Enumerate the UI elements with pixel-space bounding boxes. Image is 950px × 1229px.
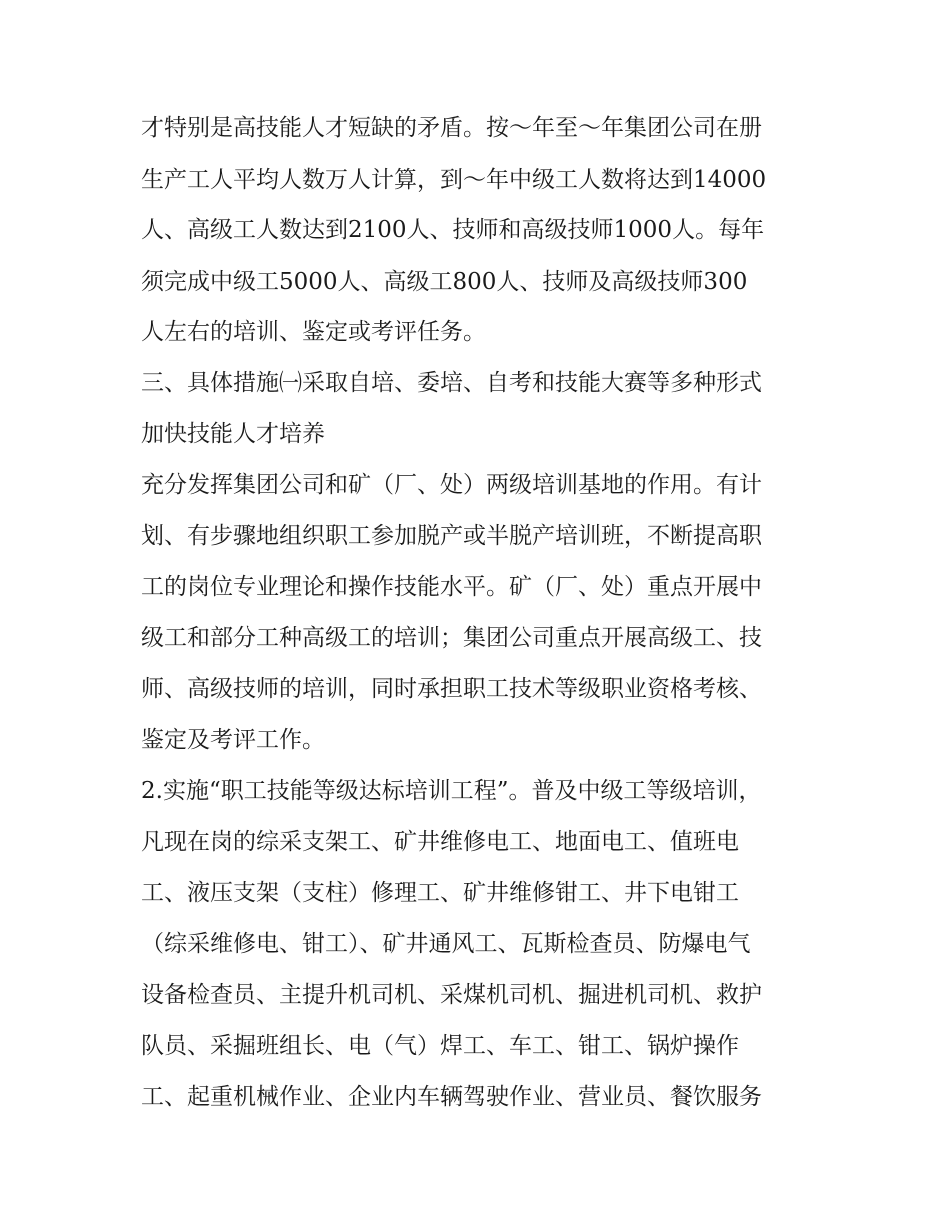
text-line-20: 工、起重机械作业、企业内车辆驾驶作业、营业员、餐饮服务 (141, 1084, 762, 1110)
section-heading-line-1: 三、具体措施㈠采取自培、委培、自考和技能大赛等多种形式 (141, 370, 762, 396)
text-line-13: 鉴定及考评工作。 (141, 727, 325, 753)
text-line-10: 工的岗位专业理论和操作技能水平。矿（厂、处）重点开展中 (141, 574, 762, 600)
section-heading-line-2: 加快技能人才培养 (141, 421, 325, 447)
text-line-2: 生产工人平均人数万人计算，到～年中级工人数将达到14000 (141, 167, 767, 193)
text-line-11: 级工和部分工种高级工的培训；集团公司重点开展高级工、技 (141, 625, 762, 651)
text-line-19: 队员、采掘班组长、电（气）焊工、车工、钳工、锅炉操作 (141, 1033, 739, 1059)
text-line-5: 人左右的培训、鉴定或考评任务。 (141, 319, 486, 345)
text-line-4: 须完成中级工5000人、高级工800人、技师及高级技师300 (141, 269, 748, 295)
text-line-14: 2.实施“职工技能等级达标培训工程”。普及中级工等级培训， (141, 778, 762, 804)
text-line-1: 才特别是高技能人才短缺的矛盾。按～年至～年集团公司在册 (141, 115, 762, 141)
text-line-18: 设备检查员、主提升机司机、采煤机司机、掘进机司机、救护 (141, 982, 762, 1008)
text-line-9: 划、有步骤地组织职工参加脱产或半脱产培训班，不断提高职 (141, 523, 762, 549)
text-line-16: 工、液压支架（支柱）修理工、矿井维修钳工、井下电钳工 (141, 880, 739, 906)
text-line-15: 凡现在岗的综采支架工、矿井维修电工、地面电工、值班电 (141, 829, 739, 855)
text-line-3: 人、高级工人数达到2100人、技师和高级技师1000人。每年 (141, 217, 765, 243)
text-line-8: 充分发挥集团公司和矿（厂、处）两级培训基地的作用。有计 (141, 472, 762, 498)
text-line-17: （综采维修电、钳工）、矿井通风工、瓦斯检查员、防爆电气 (141, 931, 751, 957)
text-line-12: 师、高级技师的培训，同时承担职工技术等级职业资格考核、 (141, 676, 762, 702)
